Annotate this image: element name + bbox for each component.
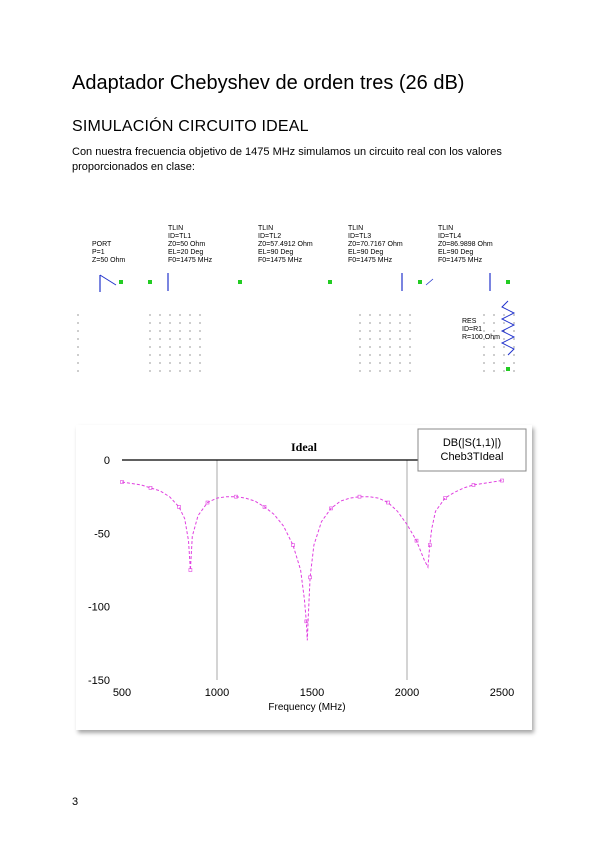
grid-dot	[359, 362, 360, 363]
grid-dot	[379, 322, 380, 323]
grid-dot	[199, 370, 200, 371]
grid-dot	[199, 314, 200, 315]
document-title: Adaptador Chebyshev de orden tres (26 dB)	[72, 72, 465, 94]
grid-dot	[77, 314, 78, 315]
s11-chart	[76, 425, 532, 730]
grid-dot	[369, 370, 370, 371]
grid-dot	[77, 330, 78, 331]
grid-dot	[179, 346, 180, 347]
grid-dot	[359, 330, 360, 331]
grid-dot	[483, 362, 484, 363]
grid-dot	[359, 314, 360, 315]
port-element	[100, 275, 123, 292]
grid-dot	[513, 314, 514, 315]
grid-dot	[189, 354, 190, 355]
grid-dot	[369, 322, 370, 323]
grid-dot	[483, 346, 484, 347]
grid-dot	[169, 314, 170, 315]
y-tick-label: -100	[87, 601, 110, 614]
grid-dot	[389, 346, 390, 347]
grid-dot	[149, 370, 150, 371]
tline-3	[402, 273, 433, 291]
grid-dot	[379, 314, 380, 315]
grid-dot	[189, 314, 190, 315]
grid-dot	[503, 354, 504, 355]
grid-dot	[409, 330, 410, 331]
grid-dot	[483, 322, 484, 323]
grid-dot	[169, 354, 170, 355]
grid-dot	[389, 314, 390, 315]
grid-dot	[379, 370, 380, 371]
grid-dot	[77, 354, 78, 355]
legend-entry: DB(|S(1,1)|)	[442, 437, 502, 449]
grid-dot	[513, 322, 514, 323]
grid-dot	[179, 370, 180, 371]
resistor-element	[502, 301, 514, 371]
tline-4-label: TLIN ID=TL4 Z0=86.9898 Ohm EL=90 Deg F0=1475 MHz	[438, 225, 493, 264]
tline-2-label: TLIN ID=TL2 Z0=57.4912 Ohm EL=90 Deg F0=1475 MHz	[258, 225, 313, 264]
grid-dot	[179, 314, 180, 315]
y-tick-label: 0	[103, 455, 110, 467]
grid-dot	[389, 354, 390, 355]
grid-dot	[189, 322, 190, 323]
grid-dot	[389, 338, 390, 339]
grid-dot	[399, 362, 400, 363]
grid-dot	[77, 362, 78, 363]
grid-dot	[513, 362, 514, 363]
grid-dot	[389, 370, 390, 371]
x-tick-label: 1000	[204, 687, 230, 699]
tline-1	[148, 273, 168, 291]
grid-dot	[149, 354, 150, 355]
grid-dot	[159, 370, 160, 371]
grid-dot	[493, 370, 494, 371]
grid-dot	[159, 362, 160, 363]
grid-dot	[189, 370, 190, 371]
grid-dot	[503, 338, 504, 339]
grid-dot	[483, 314, 484, 315]
grid-dot	[169, 330, 170, 331]
grid-dot	[77, 338, 78, 339]
grid-dot	[503, 370, 504, 371]
grid-dot	[389, 362, 390, 363]
grid-dot	[513, 330, 514, 331]
grid-dot	[179, 322, 180, 323]
grid-dot	[169, 370, 170, 371]
grid-dot	[369, 362, 370, 363]
grid-dot	[399, 346, 400, 347]
grid-dot	[399, 322, 400, 323]
grid-dot	[493, 322, 494, 323]
page-number: 3	[72, 796, 79, 808]
grid-dot	[189, 330, 190, 331]
grid-dot	[199, 330, 200, 331]
circuit-schematic	[70, 215, 530, 380]
grid-dot	[409, 370, 410, 371]
grid-dot	[483, 370, 484, 371]
grid-dot	[379, 362, 380, 363]
grid-dot	[189, 338, 190, 339]
grid-dot	[369, 354, 370, 355]
x-tick-label: 1500	[299, 687, 325, 699]
grid-dot	[159, 322, 160, 323]
grid-dot	[399, 370, 400, 371]
chart-frame	[76, 425, 532, 730]
tline-3-label: TLIN ID=TL3 Z0=70.7167 Ohm EL=90 Deg F0=1475 MHz	[348, 225, 403, 264]
grid-dot	[399, 330, 400, 331]
grid-dot	[493, 346, 494, 347]
grid-dot	[77, 370, 78, 371]
grid-dot	[409, 354, 410, 355]
series-line	[122, 481, 502, 641]
grid-dot	[77, 322, 78, 323]
grid-dot	[77, 346, 78, 347]
grid-dot	[379, 354, 380, 355]
grid-dot	[359, 322, 360, 323]
tline-2	[238, 280, 332, 284]
grid-dot	[409, 338, 410, 339]
grid-dot	[189, 362, 190, 363]
grid-dot	[149, 362, 150, 363]
grid-dot	[389, 330, 390, 331]
grid-dot	[199, 338, 200, 339]
grid-dot	[199, 346, 200, 347]
x-tick-label: 2000	[394, 687, 420, 699]
grid-dot	[189, 346, 190, 347]
grid-dot	[493, 362, 494, 363]
grid-dot	[503, 322, 504, 323]
grid-dot	[359, 338, 360, 339]
legend-entry: Cheb3TIdeal	[440, 451, 504, 463]
grid-dot	[169, 322, 170, 323]
grid-dot	[359, 370, 360, 371]
x-tick-label: 500	[112, 687, 132, 699]
chart-title: Ideal	[290, 440, 318, 454]
grid-dot	[513, 346, 514, 347]
y-tick-label: -150	[87, 675, 110, 687]
grid-dot	[159, 354, 160, 355]
grid-dot	[369, 338, 370, 339]
grid-dot	[503, 346, 504, 347]
grid-dot	[399, 338, 400, 339]
grid-dot	[513, 338, 514, 339]
grid-dot	[399, 314, 400, 315]
tline-1-label: TLIN ID=TL1 Z0=50 Ohm EL=20 Deg F0=1475 MHz	[168, 225, 213, 264]
grid-dot	[179, 330, 180, 331]
grid-dot	[503, 362, 504, 363]
grid-dot	[493, 330, 494, 331]
grid-dot	[179, 362, 180, 363]
grid-dot	[149, 314, 150, 315]
y-tick-label: -50	[94, 528, 110, 541]
x-tick-label: 2500	[489, 687, 515, 699]
grid-dot	[379, 346, 380, 347]
grid-dot	[169, 338, 170, 339]
grid-dot	[369, 330, 370, 331]
grid-dot	[199, 354, 200, 355]
grid-dot	[199, 362, 200, 363]
grid-dot	[149, 322, 150, 323]
grid-dot	[359, 346, 360, 347]
legend-box	[418, 429, 526, 471]
grid-dot	[159, 330, 160, 331]
grid-dot	[369, 314, 370, 315]
intro-paragraph: Con nuestra frecuencia objetivo de 1475 MHz simulamos un circuito real con los valores proporcionados en clase:	[72, 146, 502, 173]
tline-4	[490, 273, 510, 291]
grid-dot	[199, 322, 200, 323]
grid-dot	[369, 346, 370, 347]
grid-dot	[493, 354, 494, 355]
grid-dot	[179, 338, 180, 339]
grid-dot	[169, 346, 170, 347]
grid-dot	[359, 354, 360, 355]
grid-dot	[179, 354, 180, 355]
schematic-grid-dots	[77, 314, 514, 371]
grid-dot	[409, 314, 410, 315]
port-label: PORT P=1 Z=50 Ohm	[92, 241, 126, 264]
grid-dot	[149, 330, 150, 331]
section-heading: SIMULACIÓN CIRCUITO IDEAL	[72, 118, 309, 135]
grid-dot	[483, 330, 484, 331]
grid-dot	[379, 338, 380, 339]
grid-dot	[513, 354, 514, 355]
grid-dot	[159, 314, 160, 315]
grid-dot	[159, 338, 160, 339]
resistor-label: RES ID=R1 R=100 Ohm	[462, 318, 500, 341]
grid-dot	[399, 354, 400, 355]
grid-dot	[159, 346, 160, 347]
x-axis-label: Frequency (MHz)	[268, 702, 346, 713]
grid-dot	[513, 370, 514, 371]
grid-dot	[149, 346, 150, 347]
grid-dot	[493, 314, 494, 315]
grid-dot	[149, 338, 150, 339]
grid-dot	[169, 362, 170, 363]
grid-dot	[409, 322, 410, 323]
grid-dot	[409, 346, 410, 347]
grid-dot	[409, 362, 410, 363]
grid-dot	[379, 330, 380, 331]
grid-dot	[389, 322, 390, 323]
grid-dot	[483, 354, 484, 355]
grid-dot	[503, 314, 504, 315]
